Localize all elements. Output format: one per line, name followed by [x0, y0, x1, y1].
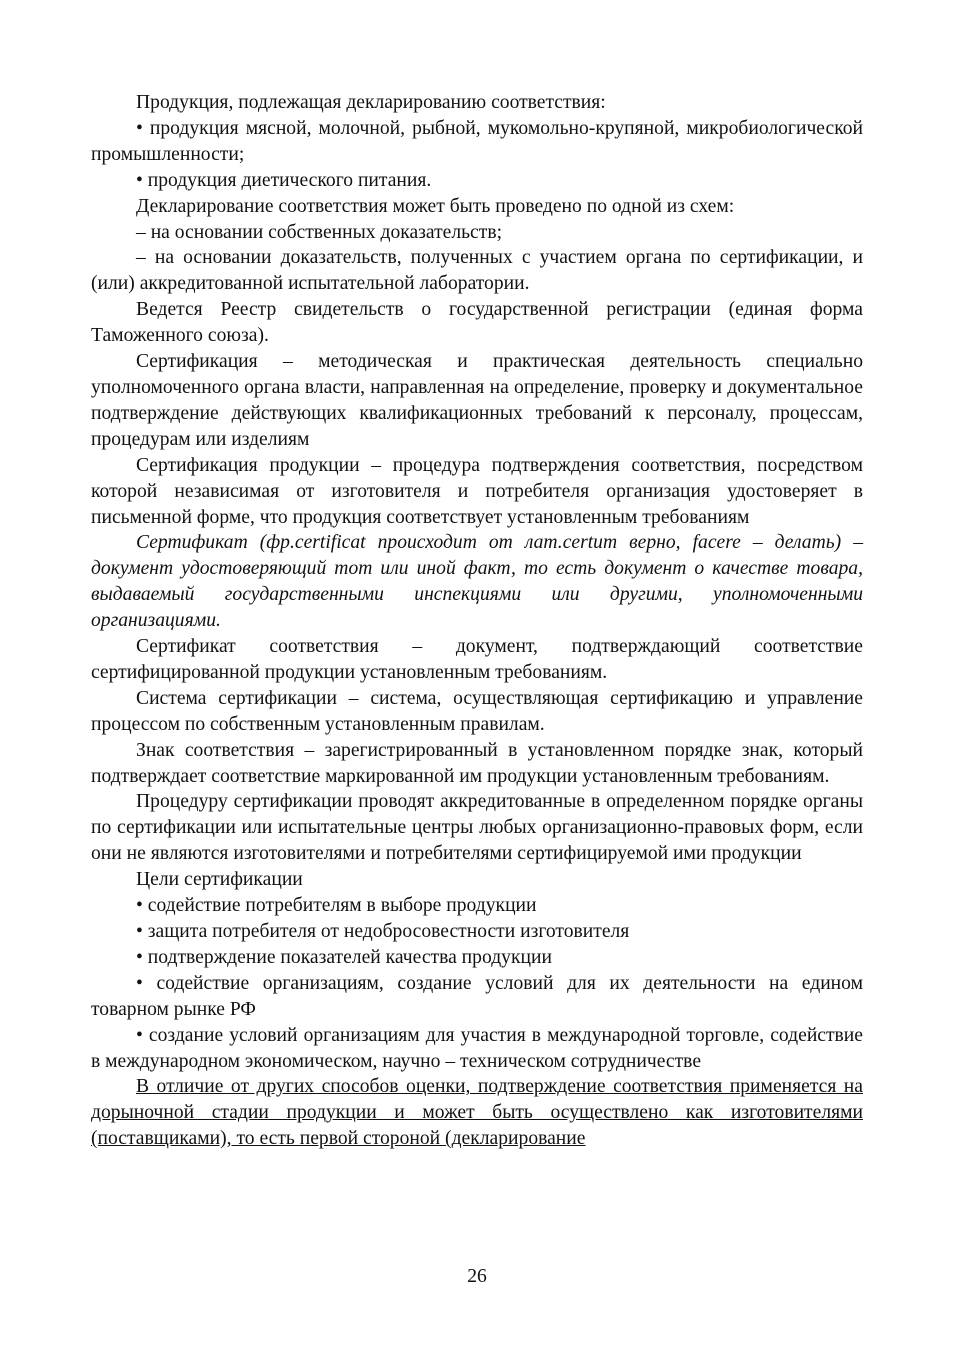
paragraph-certification-definition: Сертификация – методическая и практическая деятельность специально уполномоченного органа власти, направленная на определение, проверку и документальное подтверждение действующих квалификационных требований к персоналу, процессам, процедурам или изделиям: [91, 351, 863, 450]
paragraph-certificate-etymology: Сертификат (фр.certificat происходит от лат.certum верно, facere – делать) – документ удостоверяющий тот или иной факт, то есть документ о качестве товара, выдаваемый государственными инспекциями или другими, уполномоченными организациями.: [91, 532, 863, 632]
paragraph-declaration-products: Продукция, подлежащая декларированию соответствия:: [136, 92, 606, 113]
page-number: 26: [467, 1266, 487, 1287]
dash-own-evidence: – на основании собственных доказательств;: [136, 221, 503, 243]
bullet-organization-support: • содействие организациям, создание условий для их деятельности на едином товарном рынке РФ: [91, 972, 863, 1020]
dash-third-party-evidence: – на основании доказательств, полученных с участием органа по сертификации, и (или) аккредитованной испытательной лаборатории.: [91, 247, 863, 295]
paragraph-certification-procedure: Процедуру сертификации проводят аккредитованные в определенном порядке органы по сертификации или испытательные центры любых организационно-правовых форм, если они не являются изготовителями и потребителями сертифицируемой ими продукции: [91, 791, 863, 865]
paragraph-conformity-mark: Знак соответствия – зарегистрированный в установленном порядке знак, который подтверждает соответствие маркированной им продукции установленным требованиям.: [91, 739, 863, 787]
heading-certification-goals: Цели сертификации: [136, 869, 303, 891]
paragraph-pre-market-conformity: В отличие от других способов оценки, подтверждение соответствия применяется на дорыночной стадии продукции и может быть осуществлено как изготовителями (поставщиками), то есть первой стороной (декларирование: [91, 1076, 863, 1150]
paragraph-certification-system: Система сертификации – система, осуществляющая сертификацию и управление процессом по собственным установленным правилам.: [91, 687, 863, 735]
bullet-dietary-products: • продукция диетического питания.: [136, 169, 432, 191]
bullet-consumer-choice: • содействие потребителям в выборе продукции: [136, 895, 537, 917]
bullet-quality-confirmation: • подтверждение показателей качества продукции: [136, 946, 552, 968]
paragraph-product-certification: Сертификация продукции – процедура подтверждения соответствия, посредством которой независимая от изготовителя и потребителя организация удостоверяет в письменной форме, что продукция соответствует установленным требованиям: [91, 454, 863, 528]
paragraph-registry: Ведется Реестр свидетельств о государственной регистрации (единая форма Таможенного союза).: [91, 299, 863, 347]
bullet-meat-dairy-products: • продукция мясной, молочной, рыбной, мукомольно-крупяной, микробиологической промышленности;: [91, 117, 863, 165]
page-body: [91, 90, 863, 1152]
bullet-consumer-protection: • защита потребителя от недобросовестности изготовителя: [136, 921, 630, 942]
paragraph-conformity-certificate: Сертификат соответствия – документ, подтверждающий соответствие сертифицированной продукции установленным требованиям.: [91, 636, 863, 683]
paragraph-declaration-schemes: Декларирование соответствия может быть проведено по одной из схем:: [136, 195, 735, 217]
bullet-international-trade: • создание условий организациям для участия в международной торговле, содействие в международном экономическом, научно – техническом сотрудничестве: [91, 1024, 863, 1072]
